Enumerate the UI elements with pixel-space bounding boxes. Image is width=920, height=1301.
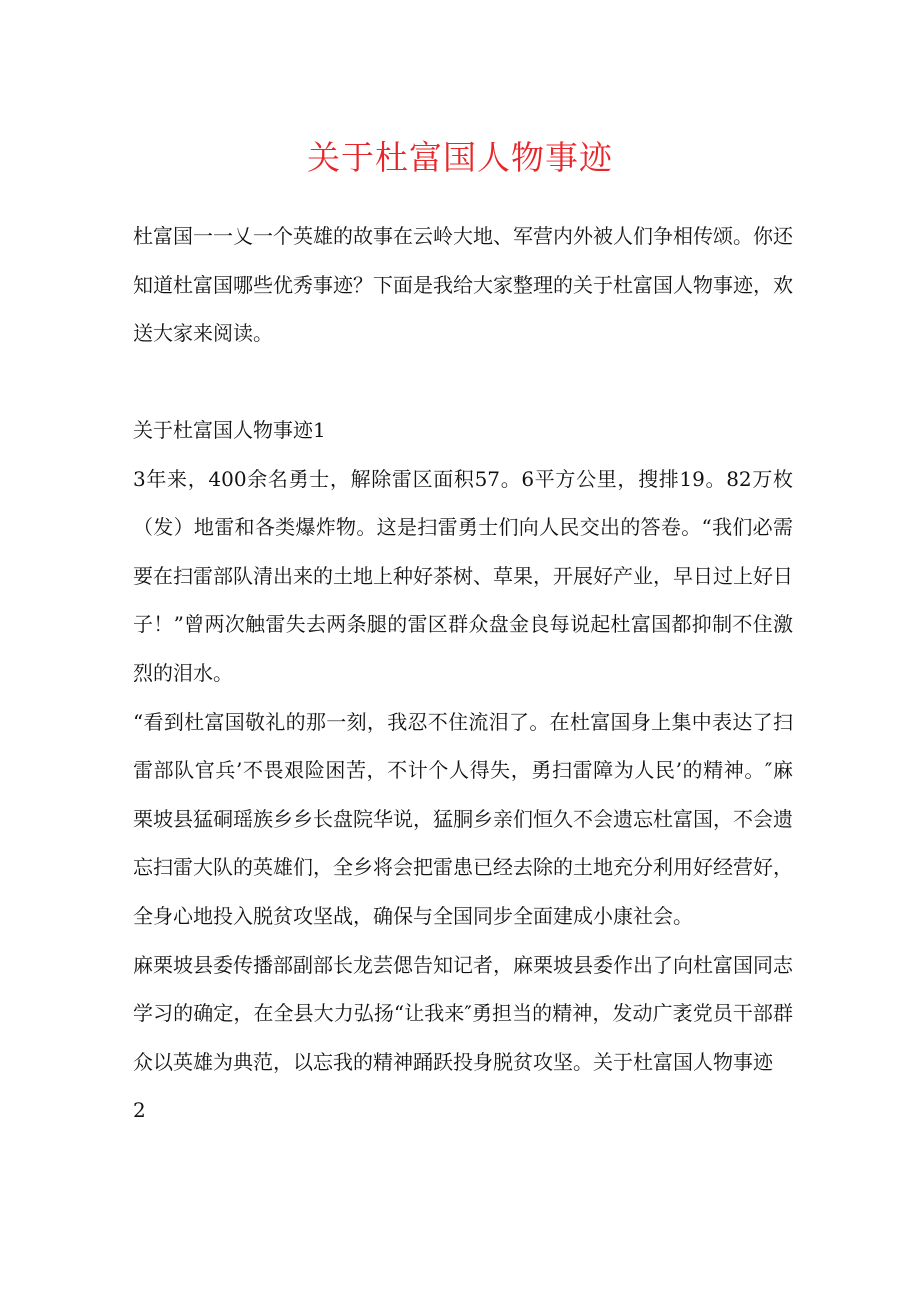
paragraph-2: “看到杜富国敬礼的那一刻，我忍不住流泪了。在杜富国身上集中表达了扫雷部队官兵’不畏艰险困苦，不计个人得失，勇扫雷障为人民’的精神。″麻栗坡县猛硐瑶族乡乡长盘院华说，猛胴乡亲们恒久不会遗忘杜富国，不会遗忘扫雷大队的英雄们，全乡将会把雷患已经去除的土地充分利用好经营好，全身心地投入脱贫攻坚战，确保与全国同步全面建成小康社会。	[133, 709, 793, 928]
page-title: 关于杜富国人物事迹	[307, 138, 613, 177]
paragraph-1: 3年来，400余名勇士，解除雷区面积57。6平方公里，搜排19。82万枚（发）地雷和各类爆炸物。这是扫雷勇士们向人民交出的答卷。“我们必需要在扫雷部队清出来的土地上种好茶树、草果，开展好产业，早日过上好日子！”曾两次触雷失去两条腿的雷区群众盘金良每说起杜富国都抑制不住激烈的泪水。	[133, 466, 793, 685]
paragraph-3: 麻栗坡县委传播部副部长龙芸偲告知记者，麻栗坡县委作出了向杜富国同志学习的确定，在全县大力弘扬“让我来″勇担当的精神，发动广袤党员干部群众以英雄为典范，以忘我的精神踊跃投身脱贫攻坚。关于杜富国人物事迹	[133, 952, 793, 1074]
content-section	[133, 406, 793, 1086]
section-heading: 关于杜富国人物事迹1	[133, 418, 326, 442]
intro-paragraph: 杜富国一一乂一个英雄的故事在云岭大地、军营内外被人们争相传颂。你还知道杜富国哪些优秀事迹？下面是我给大家整理的关于杜富国人物事迹，欢送大家来阅读。	[133, 224, 793, 346]
intro-section	[133, 212, 793, 358]
section-number: 2	[133, 1098, 146, 1122]
